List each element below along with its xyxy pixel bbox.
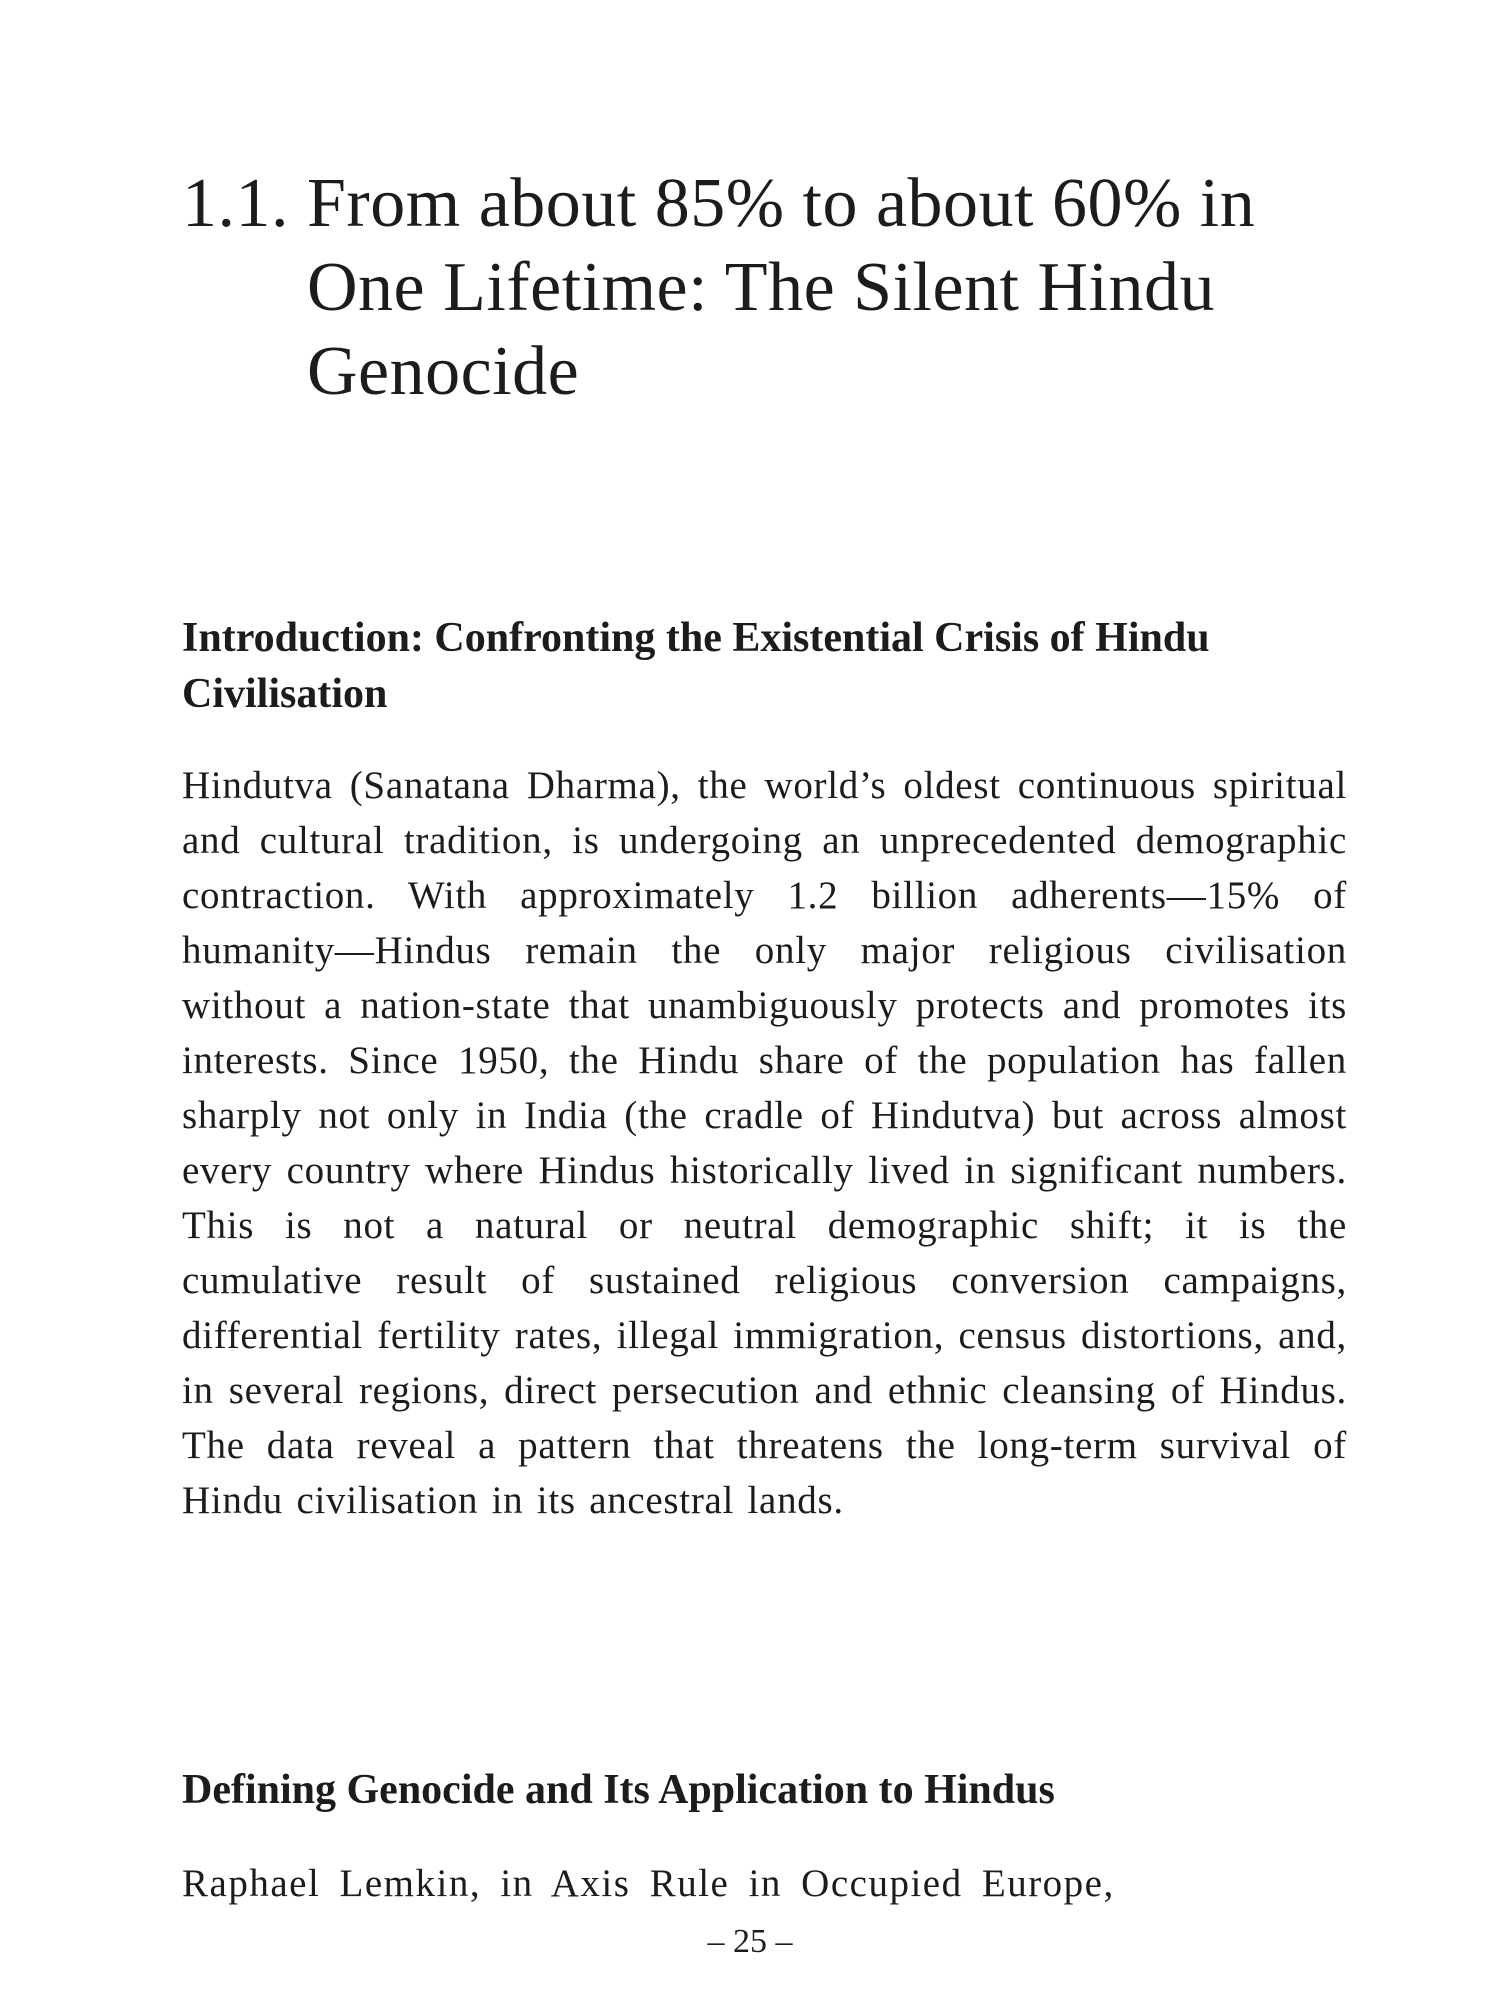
chapter-title-text-1: From about 85% to about 60% in [307, 165, 1256, 242]
introduction-heading: Introduction: Confronting the Existential Crisis of Hindu Civilisation [182, 615, 1210, 717]
defining-genocide-heading: Defining Genocide and Its Application to Hindus [182, 1767, 1055, 1813]
chapter-title-line-2: One Lifetime: The Silent Hindu [307, 249, 1215, 326]
introduction-paragraph: Hindutva (Sanatana Dharma), the world’s oldest continuous spiritual and cultural tradition, is undergoing an unprecedented demographic contraction. With approximately 1.2 billion adherents—15% of humanity—Hindus remain the only major religious civilisation without a nation-state that unambiguously protects and promotes its interests. Since 1950, the Hindu share of the population has fallen sharply not only in India (the cradle of Hindutva) but across almost every country where Hindus historically lived in significant numbers. This is not a natural or neutral demographic shift; it is the cumulative result of sustained religious conversion campaigns, differential fertility rates, illegal immigration, census distortions, and, in several regions, direct persecution and ethnic cleansing of Hindus. The data reveal a pattern that threatens the long-term survival of Hindu civilisation in its ancestral lands. [182, 764, 1347, 1522]
page-number: – 25 – [707, 1923, 793, 1960]
lemkin-paragraph: Raphael Lemkin, in Axis Rule in Occupied Europe, [182, 1862, 1115, 1905]
chapter-title-line-1 [182, 162, 1362, 246]
chapter-title-line-3: Genocide [307, 333, 580, 410]
chapter-number: 1.1. [182, 165, 289, 242]
chapter-title [182, 162, 1362, 414]
